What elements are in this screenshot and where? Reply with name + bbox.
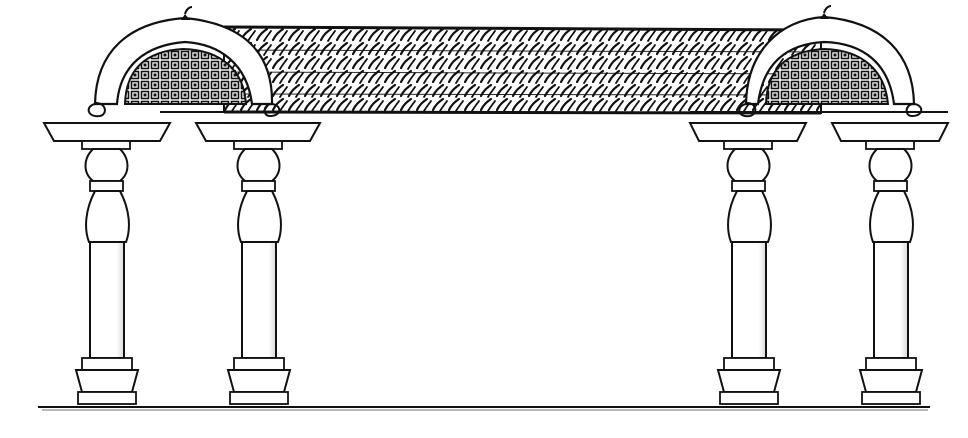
column-left-outer bbox=[44, 123, 170, 404]
left-arch-gable bbox=[89, 7, 280, 116]
roof-beam bbox=[224, 27, 821, 113]
right-arch-gable bbox=[739, 6, 921, 116]
column-right-outer bbox=[832, 123, 948, 404]
column-right-inner bbox=[690, 123, 806, 404]
column-left-inner bbox=[196, 123, 320, 404]
